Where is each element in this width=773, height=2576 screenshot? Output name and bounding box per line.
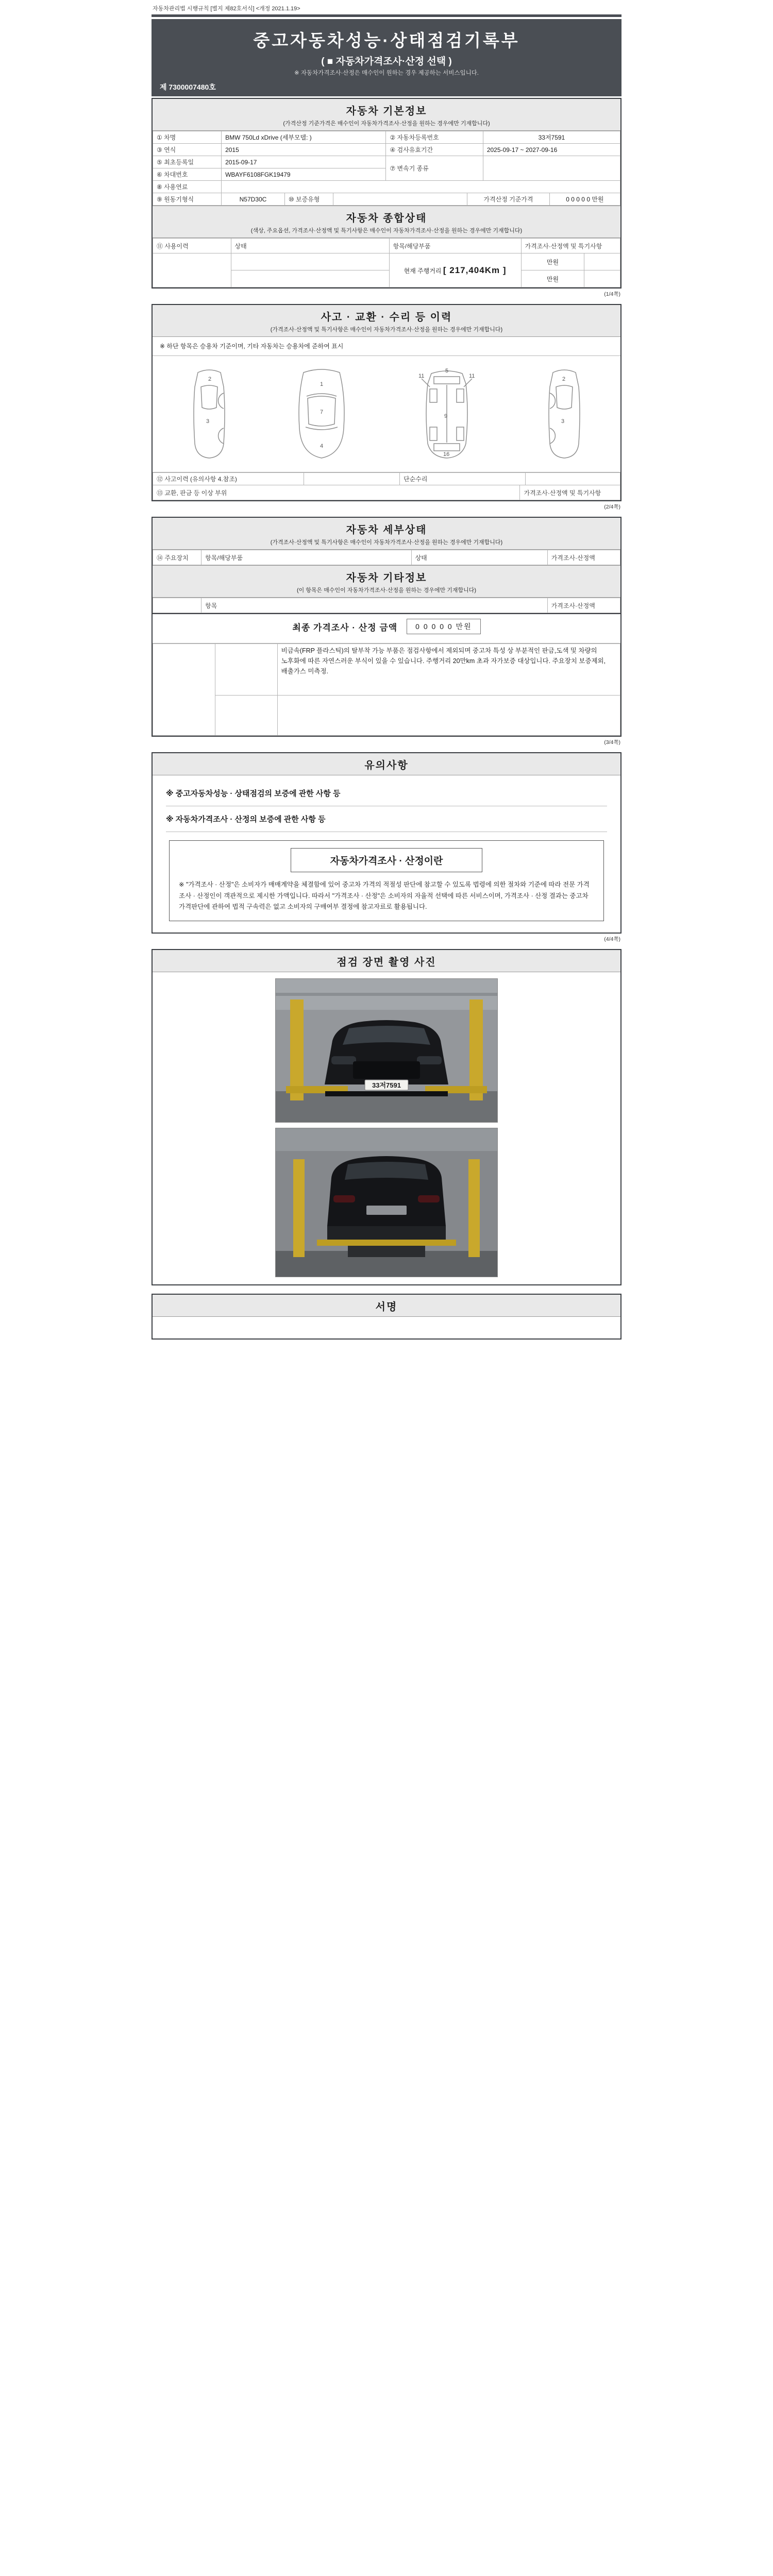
car-bottom-diagram bbox=[403, 366, 491, 462]
diagram-number: 3 bbox=[561, 418, 564, 425]
section-photos bbox=[152, 949, 621, 1285]
section-detail bbox=[152, 517, 621, 737]
photos-header bbox=[153, 950, 620, 972]
rank-head-right: 가격조사·산정액 및 특기사항 bbox=[520, 485, 620, 500]
notice-body bbox=[153, 775, 620, 933]
car-top-diagram bbox=[283, 366, 360, 462]
price-basis-line bbox=[153, 638, 620, 643]
memo-cell bbox=[584, 270, 620, 287]
valid-value: 2025-09-17 ~ 2027-09-16 bbox=[483, 144, 620, 156]
overall-table bbox=[153, 238, 620, 287]
simple-repair-options bbox=[525, 473, 620, 485]
overall-subtitle: (색상, 주요옵션, 가격조사·산정액 및 특기사항은 매수인이 자동차가격조사·산정을 원하는 경우에만 기재합니다) bbox=[250, 228, 523, 234]
car-side-left-diagram bbox=[178, 366, 240, 462]
valid-label: ④ 검사유효기간 bbox=[386, 144, 483, 156]
page-marker-2: (2/4쪽) bbox=[604, 504, 620, 511]
page-marker-1: (1/4쪽) bbox=[604, 291, 620, 297]
form-revision-note: 자동차관리법 시행규칙 [별지 제82호서식] <개정 2021.1.19> bbox=[153, 6, 300, 12]
detail-head-state: 상태 bbox=[411, 550, 547, 565]
page-marker-3: (3/4쪽) bbox=[604, 739, 620, 746]
accident-history-row bbox=[153, 472, 620, 485]
overall-head-state: 상태 bbox=[231, 239, 389, 253]
overall-head-item: 항목/해당부품 bbox=[389, 239, 521, 253]
document-number: 제 7300007480호 bbox=[160, 83, 216, 91]
diagram-number: 4 bbox=[320, 443, 323, 450]
mileage-value: [ 217,404Km ] bbox=[443, 265, 507, 275]
etc-head-item: 항목 bbox=[201, 598, 548, 613]
engine-type-label: ⑨ 원동기형식 bbox=[153, 193, 222, 206]
base-price-value: 0 0 0 0 0 만원 bbox=[549, 193, 620, 206]
mileage-label bbox=[153, 253, 231, 287]
appraiser-opinion-text bbox=[277, 696, 620, 736]
detail-table bbox=[153, 550, 620, 565]
diagram-number: 9 bbox=[444, 413, 447, 420]
state-symbol-legend bbox=[153, 337, 620, 356]
document-title: 중고자동차성능·상태점검기록부 bbox=[253, 31, 520, 50]
diagram-number: 16 bbox=[443, 451, 449, 458]
diagram-number: 11 bbox=[418, 373, 424, 380]
document-page bbox=[152, 0, 621, 1340]
notice-title: 유의사항 bbox=[364, 760, 409, 772]
section-accident bbox=[152, 304, 621, 501]
reg-no-label: ② 자동차등록번호 bbox=[386, 131, 483, 144]
detail-subtitle: (가격조사·산정액 및 특기사항은 매수인이 자동차가격조사·산정을 원하는 경우에만 기재합니다) bbox=[270, 539, 503, 546]
car-name-value: BMW 750Ld xDrive (세부모델: ) bbox=[222, 131, 386, 144]
etc-header bbox=[153, 565, 620, 598]
detail-title: 자동차 세부상태 bbox=[346, 524, 427, 536]
basic-info-table-2 bbox=[153, 193, 620, 206]
document-subtitle: ( ■ 자동차가격조사·산정 선택 ) bbox=[321, 56, 452, 67]
vin-label: ⑥ 차대번호 bbox=[153, 168, 222, 181]
appraiser-label bbox=[215, 696, 277, 736]
year-value: 2015 bbox=[222, 144, 386, 156]
overall-head-usage: ⑪ 사용이력 bbox=[153, 239, 231, 253]
section-basic-info bbox=[152, 98, 621, 289]
price-cell: 만원 bbox=[521, 270, 584, 287]
signature-header bbox=[153, 1295, 620, 1317]
mileage-state-row1 bbox=[231, 253, 389, 270]
overall-title: 자동차 종합상태 bbox=[346, 213, 427, 224]
accident-subtitle: (가격조사·산정액 및 특기사항은 매수인이 자동차가격조사·산정을 원하는 경우에만 기재합니다) bbox=[270, 327, 503, 333]
detail-header bbox=[153, 518, 620, 550]
accident-history-options bbox=[304, 473, 399, 485]
simple-repair-label: 단순수리 bbox=[400, 473, 526, 485]
diagram-number: 3 bbox=[206, 418, 209, 425]
inspection-photo-front bbox=[275, 978, 498, 1123]
car-name-label: ① 차명 bbox=[153, 131, 222, 144]
price-definition-box bbox=[169, 840, 604, 921]
etc-title: 자동차 기타정보 bbox=[346, 572, 427, 584]
basic-info-subtitle: (가격산정 기준가격은 매수인이 자동차가격조사·산정을 원하는 경우에만 기재합니다) bbox=[283, 121, 490, 127]
fuel-options bbox=[222, 181, 620, 193]
reg-no-value: 33저7591 bbox=[483, 131, 620, 144]
diagram-number: 5 bbox=[445, 368, 448, 375]
basic-info-title: 자동차 기본정보 bbox=[346, 106, 427, 117]
year-label: ③ 연식 bbox=[153, 144, 222, 156]
diagram-number: 2 bbox=[208, 376, 211, 383]
inspector-label bbox=[215, 644, 277, 696]
final-price-row bbox=[153, 613, 620, 638]
etc-subtitle: (이 항목은 매수인이 자동차가격조사·산정을 원하는 경우에만 기재합니다) bbox=[296, 587, 477, 594]
diagram-number: 7 bbox=[320, 409, 323, 416]
first-reg-label: ⑤ 최초등록일 bbox=[153, 156, 222, 168]
vin-value: WBAYF6108FGK19479 bbox=[222, 168, 386, 181]
basic-info-header bbox=[153, 99, 620, 131]
overall-head-price: 가격조사·산정액 및 특기사항 bbox=[521, 239, 620, 253]
car-side-right-diagram bbox=[533, 366, 595, 462]
detail-head-price: 가격조사·산정액 bbox=[547, 550, 620, 565]
top-rule bbox=[152, 14, 621, 17]
price-cell: 만원 bbox=[521, 253, 584, 270]
signature-statement bbox=[153, 1317, 620, 1338]
notice-section1-title: ※ 중고자동차성능 · 상태점검의 보증에 관한 사항 등 bbox=[166, 788, 607, 806]
etc-table bbox=[153, 598, 620, 613]
transmission-options bbox=[483, 156, 620, 181]
page-marker-4: (4/4쪽) bbox=[604, 936, 620, 943]
notice-header bbox=[153, 753, 620, 775]
mileage-prefix: 현재 주행거리 bbox=[404, 267, 442, 275]
notice-section2-title: ※ 자동차가격조사 · 산정의 보증에 관한 사항 등 bbox=[166, 814, 607, 832]
fuel-label: ⑧ 사용연료 bbox=[153, 181, 222, 193]
detail-head-item: 항목/해당부품 bbox=[201, 550, 411, 565]
transmission-label: ⑦ 변속기 종류 bbox=[386, 156, 483, 181]
title-band bbox=[152, 19, 621, 96]
section-signature bbox=[152, 1294, 621, 1340]
accident-history-label: ⑫ 사고이력 (유의사항 4.참조) bbox=[153, 473, 304, 485]
inspection-photo-rear bbox=[275, 1128, 498, 1277]
accident-header bbox=[153, 305, 620, 337]
signature-title: 서명 bbox=[375, 1301, 398, 1313]
price-definition-title: 자동차가격조사 · 산정이란 bbox=[291, 848, 482, 872]
detail-head-system: ⑭ 주요장치 bbox=[153, 550, 201, 565]
diagram-number: 2 bbox=[562, 376, 565, 383]
memo-cell bbox=[584, 253, 620, 270]
price-definition-text: ※ "가격조사 · 산정"은 소비자가 매매계약을 체결함에 있어 중고차 가격의 적절성 판단에 참고할 수 있도록 법령에 의한 절차와 기준에 따라 전문 가격조사 · 산정인이 객관적으로 제시한 가액입니다. 따라서 "가격조사 · 산정"은 소비자의 자율적 선택에 따른 서비스이며, 가격조사 · 산정 결과는 중고차 가격판단에 관하여 법적 구속력은 없고 소비자의 구매여부 결정에 참고자료로 활용됩니다. bbox=[179, 881, 590, 910]
document-title-note: ※ 자동차가격조사·산정은 매수인이 원하는 경우 제공하는 서비스입니다. bbox=[294, 70, 479, 76]
mileage-current bbox=[389, 253, 521, 287]
section-notice bbox=[152, 752, 621, 934]
opinion-label bbox=[153, 644, 215, 736]
opinion-table bbox=[153, 643, 620, 736]
warranty-type-options bbox=[333, 193, 467, 206]
final-price-value: 0 0 0 0 0 만원 bbox=[407, 619, 480, 634]
inspector-opinion-text: 비금속(FRP 플라스틱)의 탈부착 가능 부품은 점검사항에서 제외되며 중고차 특성 상 부분적인 판금,도색 및 차량의 노후화에 따른 자연스러운 부식이 있을 수 있습니다. 주행거리 20만km 초과 자가보증 대상입니다. 주요장치 보증제외, 배출가스 미측정. bbox=[277, 644, 620, 696]
base-price-label: 가격산정 기준가격 bbox=[467, 193, 550, 206]
etc-head-blank bbox=[153, 598, 201, 613]
engine-type-value: N57D30C bbox=[222, 193, 285, 206]
accident-title: 사고 · 교환 · 수리 등 이력 bbox=[321, 312, 452, 323]
photo-area bbox=[153, 972, 620, 1284]
diagram-number: 11 bbox=[468, 373, 475, 380]
overall-header bbox=[153, 206, 620, 238]
etc-head-price: 가격조사·산정액 bbox=[547, 598, 620, 613]
warranty-type-label: ⑩ 보증유형 bbox=[284, 193, 333, 206]
car-diagrams bbox=[153, 356, 620, 472]
panel-rank-table bbox=[153, 485, 620, 500]
first-reg-value: 2015-09-17 bbox=[222, 156, 386, 168]
rank-head-left: ⑬ 교환, 판금 등 이상 부위 bbox=[153, 485, 520, 500]
photos-title: 점검 장면 촬영 사진 bbox=[337, 957, 436, 969]
basic-info-table bbox=[153, 131, 620, 193]
mileage-state-row2 bbox=[231, 270, 389, 287]
diagram-number: 1 bbox=[320, 381, 323, 388]
legend-note: ※ 하단 항목은 승용차 기준이며, 기타 자동차는 승용차에 준하여 표시 bbox=[160, 343, 344, 350]
license-plate-text: 33저7591 bbox=[372, 1081, 401, 1090]
final-price-label: 최종 가격조사 · 산정 금액 bbox=[292, 622, 398, 633]
